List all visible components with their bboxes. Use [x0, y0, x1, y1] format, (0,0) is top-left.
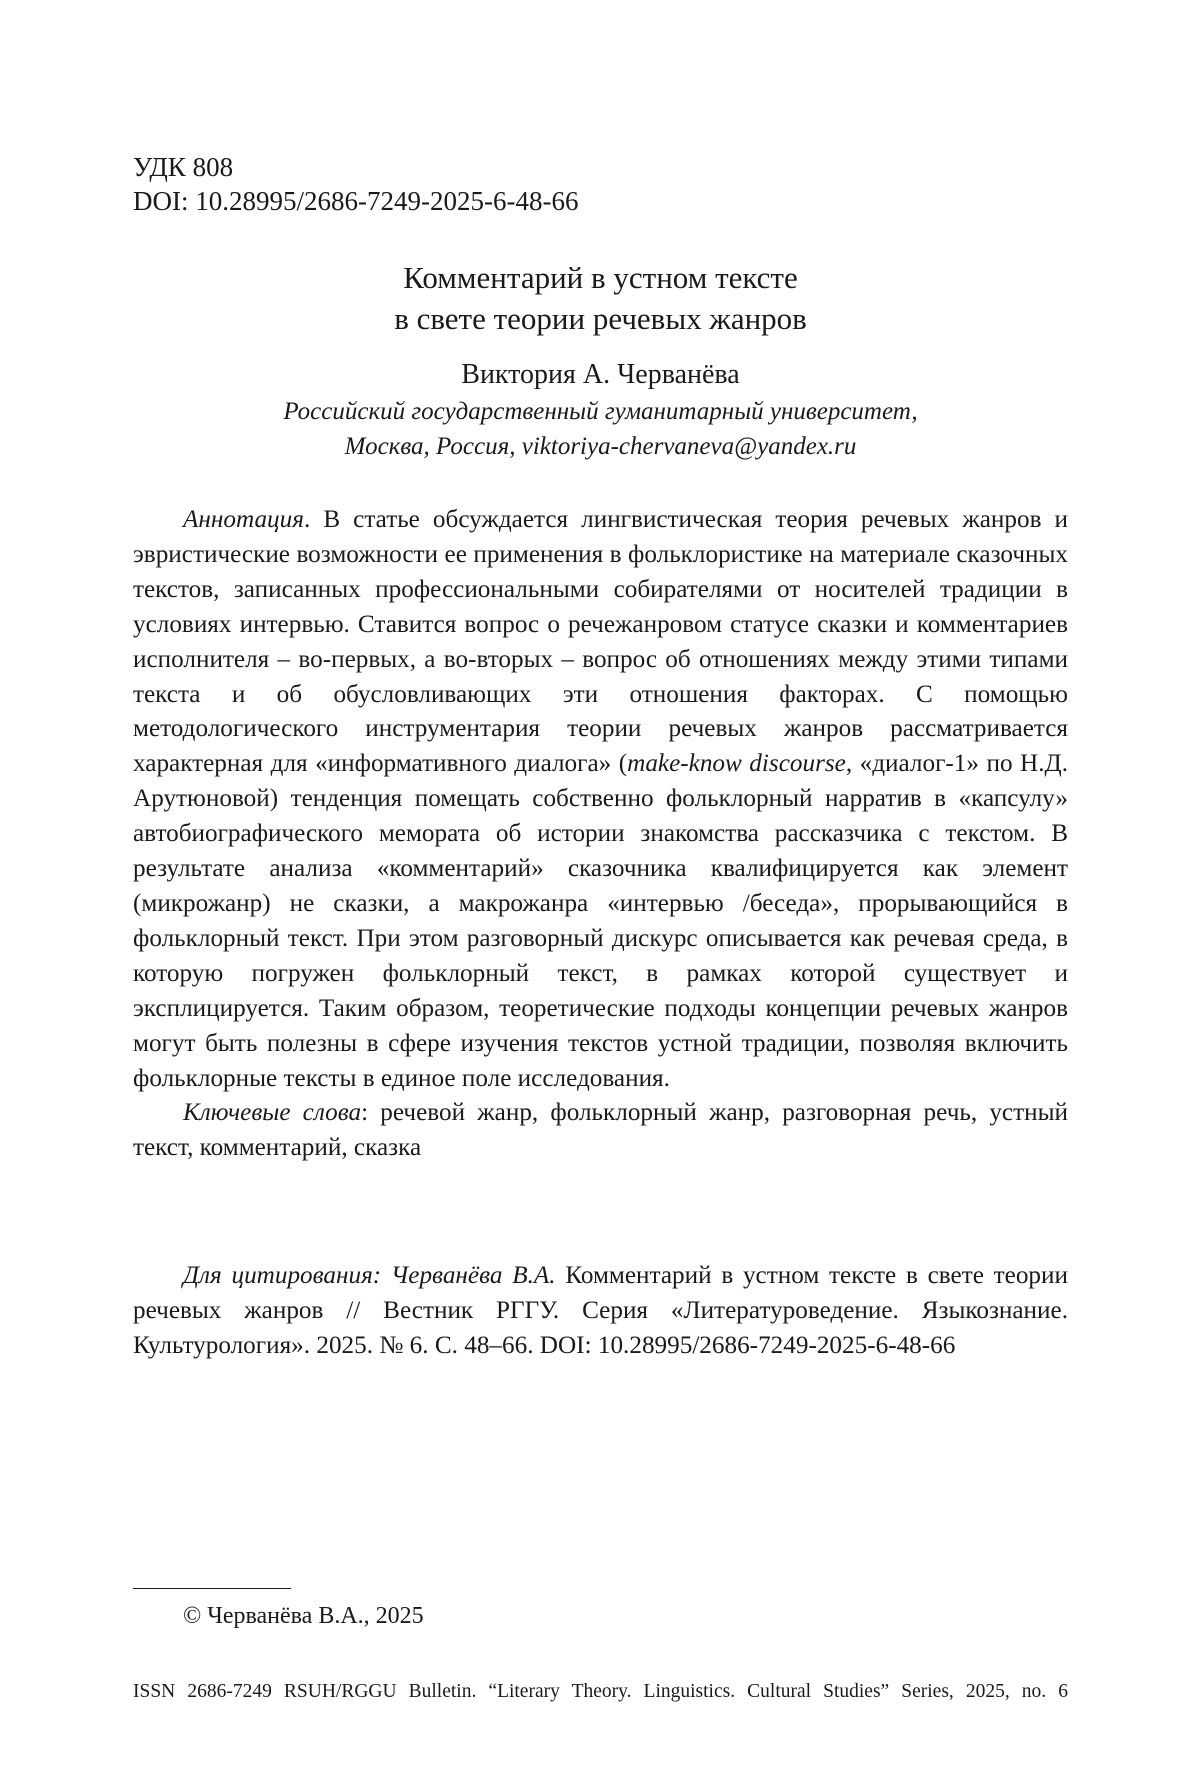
article-title — [133, 257, 1068, 339]
doi: DOI: 10.28995/2686-7249-2025-6-48-66 — [133, 186, 579, 216]
author-name: Виктория А. Черванёва — [461, 359, 740, 390]
citation-section — [133, 1259, 1068, 1364]
title-line-2: в свете теории речевых жанров — [394, 301, 807, 336]
keywords-text: : речевой жанр, фольклорный жанр, разговорная речь, устный текст, комментарий, сказка — [133, 1099, 1068, 1162]
affiliation-line-1: Российский государственный гуманитарный университет, — [283, 398, 918, 425]
footnote-divider — [133, 1588, 291, 1589]
abstract-term: make-know discourse — [627, 750, 846, 778]
affiliation-line-2: Москва, Россия, viktoriya-chervaneva@yandex.ru — [344, 433, 857, 460]
keywords-label: Ключевые слова — [183, 1099, 362, 1127]
abstract-label: Аннотация — [183, 506, 304, 533]
abstract-text-1: . В статье обсуждается лингвистическая теория речевых жанров и эвристические возможности ее применения в фольклористике на материале сказочных текстов, записанных профессиональными собирателями от носителей традиции в условиях интервью. Ставится вопрос о речежанровом статусе сказки и комментариев исполнителя – во-первых, а во-вторых – вопрос об отношениях между этими типами текста и об обусловливающих эти отношения факторах. С помощью методологического инструментария теории речевых жанров рассматривается характерная для «информативного диалога» ( — [133, 506, 1068, 778]
citation-label: Для цитирования: Черванёва В.А. — [183, 1262, 556, 1289]
abstract-text-2: , «диалог-1» по Н.Д. Арутюновой) тенденция помещать собственно фольклорный нарратив в «капсулу» автобиографического мемората об истории знакомства рассказчика с текстом. В результате анализа «комментарий» сказочника квалифицируется как элемент (микрожанр) не сказки, а макрожанра «интервью /беседа», прорывающийся в фольклорный текст. При этом разговорный дискурс описывается как речевая среда, в которую погружен фольклорный текст, в рамках которой существует и эксплицируется. Таким образом, теоретические подходы концепции речевых жанров могут быть полезны в сфере изучения текстов устной традиции, позволяя включить фольклорные тексты в единое поле исследования. — [133, 750, 1068, 1092]
author-block — [133, 356, 1068, 464]
title-line-1: Комментарий в устном тексте — [403, 260, 798, 295]
keywords-paragraph — [133, 1096, 1068, 1166]
citation-text: Комментарий в устном тексте в свете теории речевых жанров // Вестник РГГУ. Серия «Литературоведение. Языкознание. Культурология». 2025. № 6. С. 48–66. DOI: 10.28995/2686-7249-2025-6-48-66 — [133, 1262, 1068, 1359]
abstract-paragraph — [133, 503, 1068, 1096]
article-metadata — [133, 150, 1068, 218]
journal-footer: ISSN 2686-7249 RSUH/RGGU Bulletin. “Literary Theory. Linguistics. Cultural Studies” Series, 2025, no. 6 — [133, 1681, 1068, 1702]
udc-code: УДК 808 — [133, 152, 234, 182]
abstract-section — [133, 503, 1068, 1166]
citation-paragraph — [133, 1259, 1068, 1364]
copyright-note: © Черванёва В.А., 2025 — [183, 1603, 424, 1629]
